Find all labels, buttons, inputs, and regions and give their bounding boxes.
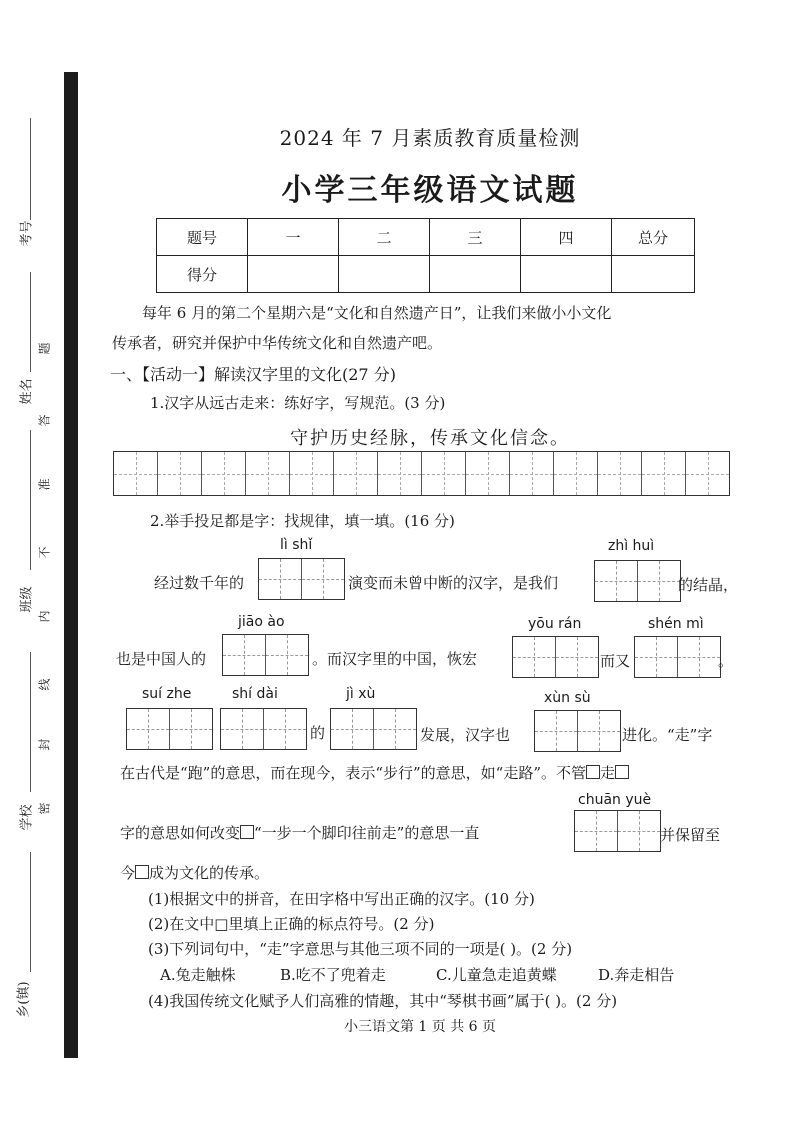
option-b[interactable]: B.吃不了兜着走 (280, 966, 386, 984)
option-c[interactable]: C.儿童急走追黄蝶 (436, 966, 557, 984)
intro-line-2: 传承者，研究并保护中华传统文化和自然遗产吧。 (112, 334, 443, 352)
town-label: 乡(镇) (16, 981, 32, 1018)
tianzi-box-jixu[interactable] (330, 708, 417, 750)
passage-text: 而又 (600, 652, 631, 670)
passage-text (120, 822, 479, 843)
passage-text: 的结晶， (678, 576, 739, 594)
passage-text: “一步一个脚印往前走”的意思一直 (254, 824, 480, 842)
writing-grid[interactable] (113, 451, 730, 496)
grid-cell[interactable] (598, 452, 642, 495)
score-cell[interactable] (339, 256, 430, 293)
passage-text: 进化。“走”字 (622, 726, 713, 744)
passage-text: 字的意思如何改变 (120, 824, 241, 842)
grid-cell[interactable] (422, 452, 466, 495)
passage-text: 经过数千年的 (154, 574, 245, 592)
pinyin-shidai: shí dài (232, 686, 278, 702)
score-header-cell: 题号 (157, 219, 248, 256)
score-header-cell: 三 (430, 219, 521, 256)
exam-no-label: 考号 (19, 220, 35, 247)
passage-text (120, 862, 269, 883)
pinyin-zhihui: zhì huì (608, 538, 655, 554)
name-line (30, 272, 31, 372)
seal-char-6: 线 (37, 678, 52, 691)
grid-cell[interactable] (510, 452, 554, 495)
punctuation-box[interactable] (615, 765, 629, 779)
passage-text: 发展，汉字也 (420, 726, 511, 744)
exam-no-line (30, 118, 31, 220)
passage-text: 在古代是“跑”的意思，而在现今，表示“步行”的意思，如“走路”。不管 (120, 764, 587, 782)
passage-text: 。而汉字里的中国，恢宏 (312, 650, 478, 668)
pinyin-lishi: lì shǐ (280, 537, 313, 553)
pinyin-suizhe: suí zhe (142, 686, 192, 702)
exam-subtitle: 2024 年 7 月素质教育质量检测 (279, 126, 581, 150)
pinyin-xunsu: xùn sù (544, 690, 591, 706)
grid-cell[interactable] (158, 452, 202, 495)
intro-line-1: 每年 6 月的第二个星期六是“文化和自然遗产日”，让我们来做小小文化 (142, 304, 612, 322)
tianzi-box-youran[interactable] (512, 636, 599, 678)
tianzi-box-zhihui[interactable] (594, 560, 681, 602)
score-cell[interactable] (521, 256, 612, 293)
question-2: 2.举手投足都是字：找规律，填一填。(16 分) (150, 512, 455, 530)
score-header-cell: 二 (339, 219, 430, 256)
grid-cell[interactable] (246, 452, 290, 495)
seal-char-5: 内 (37, 610, 52, 623)
passage-text: 。 (718, 652, 734, 670)
passage-text (120, 762, 629, 783)
subquestion-4: (4)我国传统文化赋予人们高雅的情趣，其中“琴棋书画”属于( )。(2 分) (148, 992, 618, 1010)
class-label: 班级 (19, 586, 35, 613)
passage-text: 并保留至 (660, 826, 721, 844)
subquestion-1: (1)根据文中的拼音，在田字格中写出正确的汉字。(10 分) (148, 890, 535, 908)
page-footer: 小三语文第 1 页 共 6 页 (343, 1019, 497, 1035)
passage-text: 演变而未曾中断的汉字，是我们 (348, 574, 559, 592)
passage-text: 也是中国人的 (116, 650, 207, 668)
tianzi-box-xunsu[interactable] (534, 710, 621, 752)
pinyin-jixu: jì xù (346, 686, 376, 702)
seal-char-4: 不 (37, 546, 52, 559)
pinyin-youran: yōu rán (528, 616, 582, 632)
score-header-cell: 四 (521, 219, 612, 256)
punctuation-box[interactable] (586, 765, 600, 779)
punctuation-box[interactable] (240, 825, 254, 839)
score-cell[interactable] (430, 256, 521, 293)
tianzi-box-chuanyue[interactable] (574, 810, 661, 852)
pinyin-jiaoao: jiāo ào (238, 614, 285, 630)
question-1: 1.汉字从远古走来：练好字，写规范。(3 分) (150, 394, 446, 412)
tianzi-box-shidai[interactable] (220, 708, 307, 750)
school-label: 学校 (19, 804, 35, 831)
pinyin-chuanyue: chuān yuè (578, 792, 652, 808)
pinyin-shenmi: shén mì (648, 616, 704, 632)
section-1-heading: 一、【活动一】解读汉字里的文化(27 分) (110, 365, 396, 384)
seal-char-2: 答 (37, 414, 52, 427)
seal-char-3: 准 (37, 478, 52, 491)
grid-cell[interactable] (554, 452, 598, 495)
score-cell[interactable] (248, 256, 339, 293)
tianzi-box-shenmi[interactable] (634, 636, 721, 678)
grid-cell[interactable] (466, 452, 510, 495)
slogan: 守护历史经脉，传承文化信念。 (290, 428, 570, 449)
exam-title: 小学三年级语文试题 (281, 173, 579, 208)
school-line (30, 652, 31, 792)
grid-cell[interactable] (114, 452, 158, 495)
score-row-label: 得分 (157, 256, 248, 293)
seal-char-1: 题 (37, 342, 52, 355)
grid-cell[interactable] (202, 452, 246, 495)
seal-char-8: 密 (37, 802, 52, 815)
subquestion-2: (2)在文中□里填上正确的标点符号。(2 分) (148, 915, 435, 933)
tianzi-box-suizhe[interactable] (126, 708, 213, 750)
seal-char-7: 封 (37, 738, 52, 751)
grid-cell[interactable] (334, 452, 378, 495)
tianzi-box-lishi[interactable] (258, 558, 345, 600)
score-table (156, 218, 695, 293)
punctuation-box[interactable] (135, 865, 149, 879)
passage-text: 的 (310, 724, 326, 742)
score-header-cell: 总分 (612, 219, 695, 256)
grid-cell[interactable] (642, 452, 686, 495)
passage-text: 今 (120, 864, 136, 882)
binding-bar (64, 72, 78, 1058)
name-label: 姓名 (19, 378, 35, 405)
option-d[interactable]: D.奔走相告 (598, 966, 675, 984)
subquestion-3: (3)下列词句中，“走”字意思与其他三项不同的一项是( )。(2 分) (148, 940, 573, 958)
grid-cell[interactable] (378, 452, 422, 495)
town-line (30, 852, 31, 972)
score-cell[interactable] (612, 256, 695, 293)
grid-cell[interactable] (290, 452, 334, 495)
score-header-cell: 一 (248, 219, 339, 256)
passage-text: 成为文化的传承。 (149, 864, 270, 882)
option-a[interactable]: A.兔走触株 (160, 966, 236, 984)
grid-cell[interactable] (686, 452, 729, 495)
passage-text: 走 (600, 764, 616, 782)
class-line (30, 430, 31, 570)
tianzi-box-jiaoao[interactable] (222, 634, 309, 676)
